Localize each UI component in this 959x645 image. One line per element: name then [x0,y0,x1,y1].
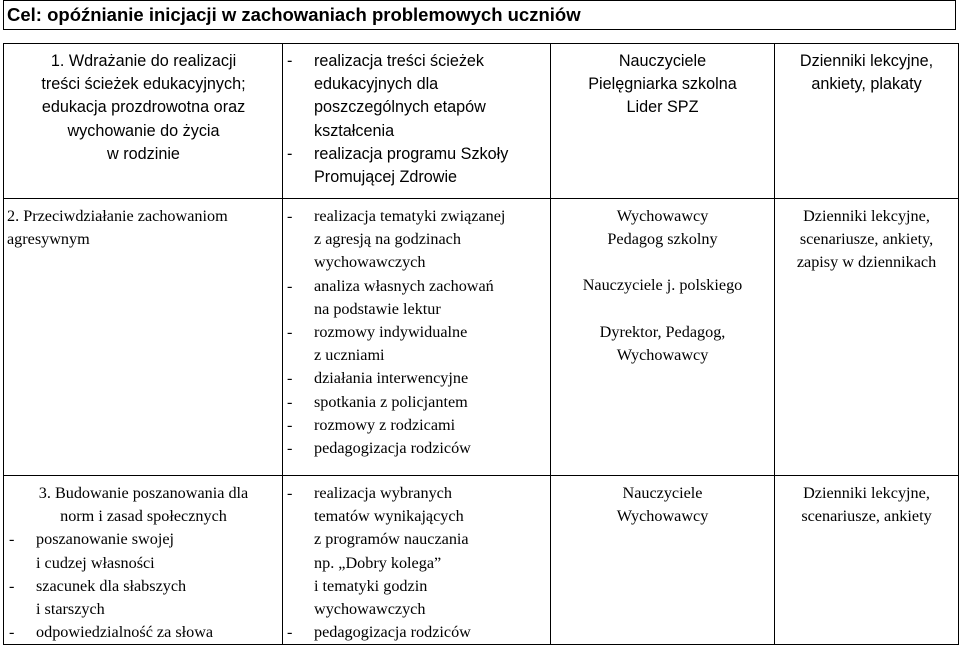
list-item: - odpowiedzialność za słowa [9,621,280,644]
table-row [4,199,959,476]
list-item: - szacunek dla słabszych i starszych [9,575,280,621]
page-title: Cel: opóźnianie inicjacji w zachowaniach problemowych uczniów [3,0,956,30]
list-item: - realizacja programu Szkoły Promującej Zdrowie [287,143,546,189]
task-line: 1. Wdrażanie do realizacji [50,52,237,70]
responsible-cell: Wychowawcy Pedagog szkolny Nauczyciele j. polskiego Dyrektor, Pedagog, Wychowawcy [551,199,775,476]
task-line: treści ścieżek edukacyjnych; [41,75,246,94]
list-item: - działania interwencyjne [287,367,546,390]
list-item: - spotkania z policjantem [287,391,546,414]
task-cell [4,199,283,476]
task-line: norm i zasad społecznych [60,507,227,526]
plan-table [3,43,959,645]
table-row [4,44,959,199]
forms-cell [283,476,551,645]
task-line: 2. Przeciwdziałanie zachowaniom [7,207,228,225]
list-item: - pedagogizacja rodziców [287,437,546,460]
task-line: wychowanie do życia [67,121,220,140]
docs-cell: Dzienniki lekcyjne, scenariusze, ankiety [775,476,959,645]
task-line: w rodzinie [107,144,180,163]
forms-cell [283,44,551,199]
docs-cell: Dzienniki lekcyjne, ankiety, plakaty [775,44,959,199]
list-item: - analiza własnych zachowań na podstawie lektur [287,275,546,321]
list-item: - rozmowy indywidualne z uczniami [287,321,546,367]
task-line: 3. Budowanie poszanowania dla [38,484,249,502]
responsible-cell: Nauczyciele Pielęgniarka szkolna Lider SPZ [551,44,775,199]
docs-cell: Dzienniki lekcyjne, scenariusze, ankiety, zapisy w dziennikach [775,199,959,476]
task-cell [4,44,283,199]
task-line: edukacja prozdrowotna oraz [41,98,246,117]
task-line: agresywnym [7,230,90,249]
list-item: - realizacja wybranych tematów wynikających z programów nauczania np. „Dobry kolega” i tematyki godzin wychowawczych [287,482,546,621]
list-item: - realizacja treści ścieżek edukacyjnych dla poszczególnych etapów kształcenia [287,50,546,143]
responsible-cell: Nauczyciele Wychowawcy [551,476,775,645]
table-row [4,476,959,645]
list-item: - realizacja tematyki związanej z agresją na godzinach wychowawczych [287,205,546,275]
list-item: - pedagogizacja rodziców [287,621,546,644]
task-cell [4,476,283,645]
list-item: - poszanowanie swojej i cudzej własności [9,528,280,574]
forms-cell [283,199,551,476]
list-item: - rozmowy z rodzicami [287,414,546,437]
